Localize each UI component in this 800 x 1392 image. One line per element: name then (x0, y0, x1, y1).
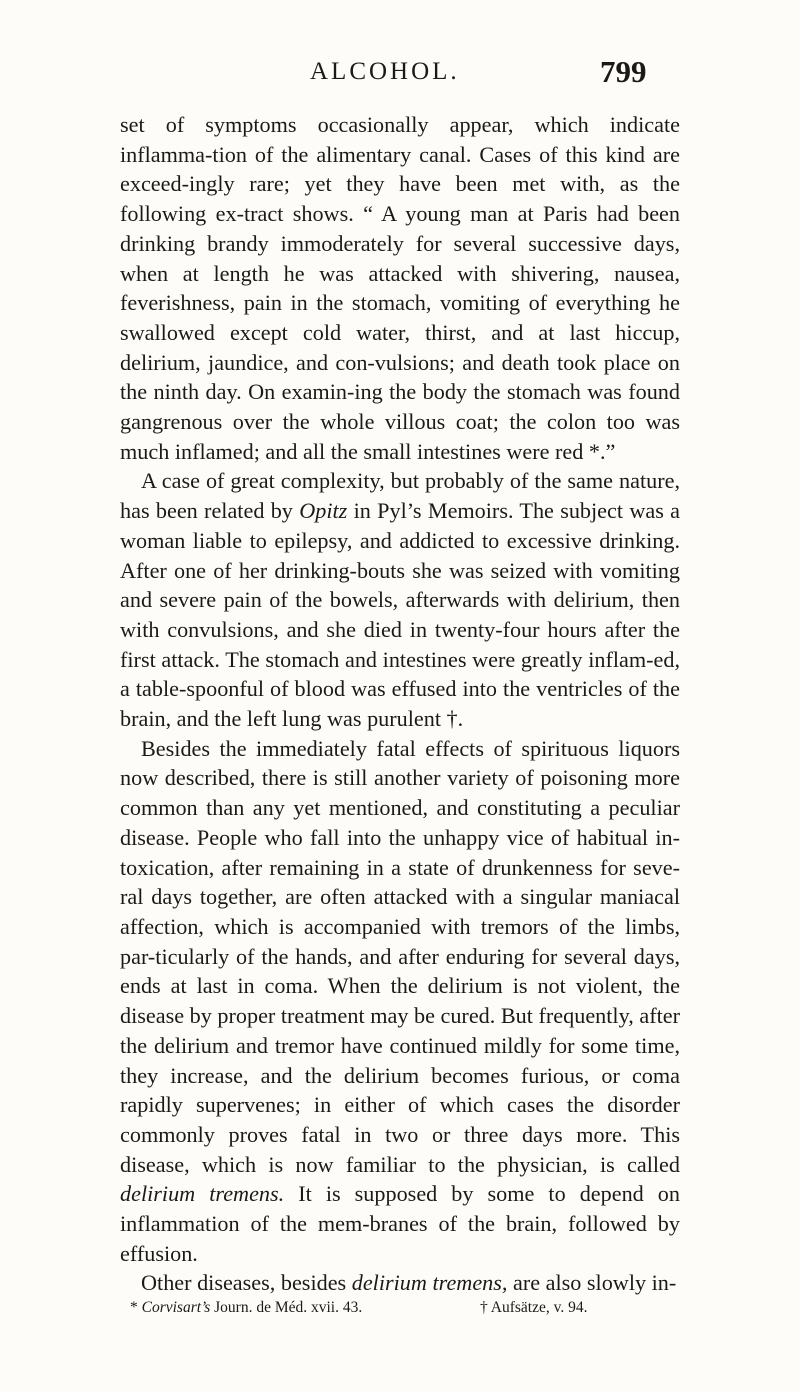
body-text (120, 110, 680, 1298)
text-run: A case of great complexity, but probably of the same nature, has been related by (120, 468, 680, 524)
text-run: Other diseases, besides (141, 1270, 352, 1296)
footnote-a-rest: Journ. de Méd. xvii. 43. (214, 1299, 363, 1316)
footnote-a (130, 1299, 362, 1316)
text-run: in Pyl’s Memoirs. The subject was a woman liable to epilepsy, and addicted to excessive drinking. After one of her drinking-bouts she was seized with vomiting and severe pain of the bowels, afterwards with delirium, then with convulsions, and she died in twenty-four hours after the first attack. The stomach and intestines were greatly inflam-ed, a table-spoonful of blood was effused into the ventricles of the brain, and the left lung was purulent †. (120, 498, 680, 732)
text-run: set of symptoms occasionally appear, which indicate inflamma-tion of the alimentary canal. Cases of this kind are exceed-ingly rare; yet they have been met with, as the following ex-tract shows. “ A young man at Paris had been drinking brandy immoderately for several successive days, when at length he was attacked with shivering, nausea, feverishness, pain in the stomach, vomiting of everything he swallowed except cold water, thirst, and at last hiccup, delirium, jaundice, and con-vulsions; and death took place on the ninth day. On examin-ing the body the stomach was found gangrenous over the whole villous coat; the colon too was much inflamed; and all the small intestines were red *.” (120, 112, 680, 464)
page-number: 799 (600, 54, 647, 89)
footnotes (130, 1299, 690, 1317)
footnote-a-author: Corvisart’s (141, 1299, 211, 1316)
paragraph-2 (120, 466, 680, 733)
paragraph-4 (120, 1268, 680, 1298)
italic-text: delirium tremens. (120, 1181, 285, 1207)
text-run: are also slowly in- (507, 1270, 677, 1296)
italic-text: delirium tremens, (351, 1270, 508, 1296)
footnote-b: † Aufsätze, v. 94. (480, 1299, 588, 1316)
italic-text: Opitz (299, 498, 348, 524)
text-run: Besides the immediately fatal effects of spirituous liquors now described, there is still another variety of poisoning more common than any yet mentioned, and constituting a peculiar disease. People who fall into the unhappy vice of habitual in-toxication, after remaining in a state of drunkenness for seve-ral days together, are often attacked with a singular maniacal affection, which is accompanied with tremors of the limbs, par-ticularly of the hands, and after enduring for several days, ends at last in coma. When the delirium is not violent, the disease by proper treatment may be cured. But frequently, after the delirium and tremor have continued mildly for some time, they increase, and the delirium becomes furious, or coma rapidly supervenes; in either of which cases the disorder commonly proves fatal in two or three days more. This disease, which is now familiar to the physician, is called (120, 735, 680, 1177)
paragraph-1 (120, 110, 680, 466)
paragraph-3 (120, 734, 680, 1269)
running-head: ALCOHOL. (310, 58, 460, 85)
footnote-a-marker: * (130, 1299, 138, 1316)
text-run: It is supposed by some to depend on inflammation of the mem-branes of the brain, followed by effusion. (120, 1181, 680, 1266)
